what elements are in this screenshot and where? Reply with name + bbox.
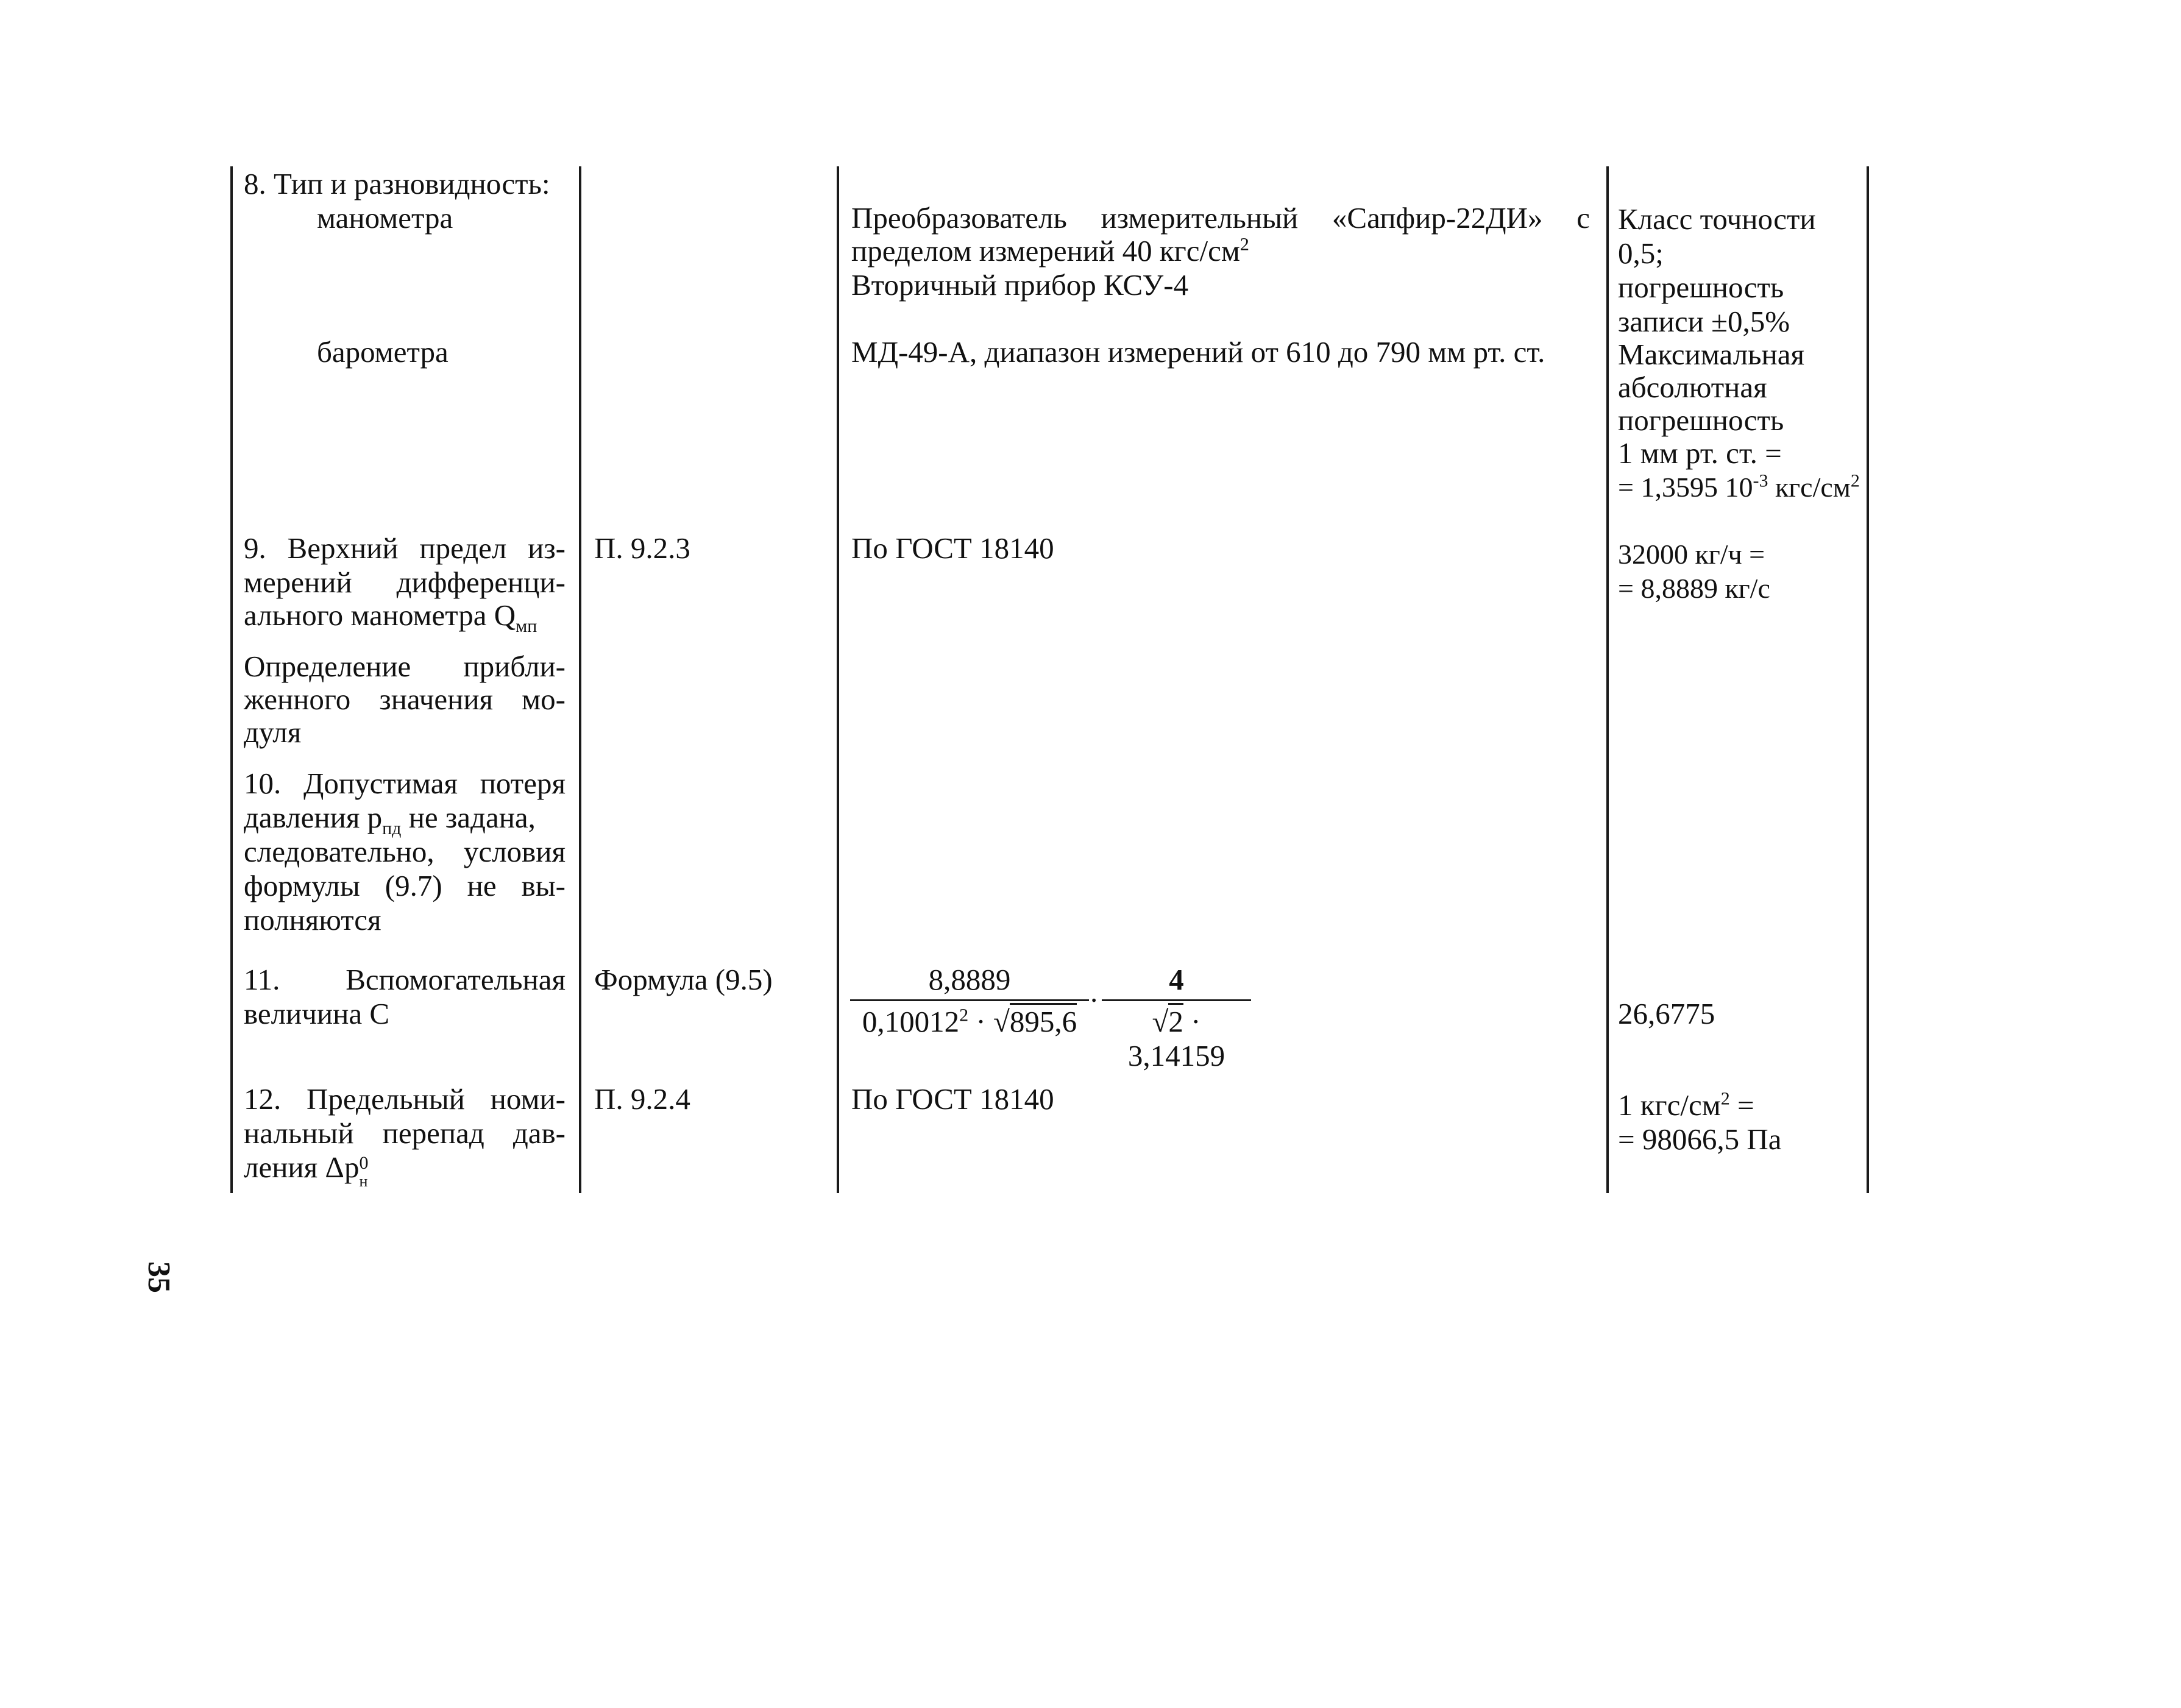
definition-line3: дуля [244,715,302,749]
row8-col4-line4: записи ±0,5% [1618,305,1790,338]
row12-line2: нальный перепад дав- [244,1116,566,1150]
row9-col3: По ГОСТ 18140 [851,531,1054,565]
row10-line4: формулы (9.7) не вы- [244,869,566,902]
row10-line3: следовательно, условия [244,835,566,868]
row12-col2: П. 9.2.4 [594,1082,690,1116]
row11-col2: Формула (9.5) [594,963,773,996]
row10-line2: давления $р_{пд}$ не задана, [244,801,536,838]
definition-line2: женного значения мо- [244,682,566,716]
row8-col3-line3: Вторичный прибор КСУ-4 [851,268,1189,302]
row12-col3: По ГОСТ 18140 [851,1082,1054,1116]
row8-col4-line9: = 1,3595 $10^{-3}$ кгс/$см^2$ [1618,470,1860,503]
row8-col3-line2: пределом измерений 40 кгс/$см^2$ [851,234,1249,268]
table-border-left [230,166,233,1193]
row8-sub-manometer: манометра [317,201,453,235]
row9-line1: 9. Верхний предел из- [244,531,566,565]
table-divider-col4 [1606,166,1609,1193]
row9-col4-line2: = 8,8889 кг/с [1618,573,1770,604]
row11-line1: 11. Вспомогательная [244,963,566,996]
row10-line5: полняются [244,903,381,937]
row12-line1: 12. Предельный номи- [244,1082,566,1116]
row8-col4-line7: погрешность [1618,403,1784,437]
row9-col2: П. 9.2.3 [594,531,690,565]
row8-col4-line8: 1 мм рт. ст. = [1618,436,1782,470]
row9-line3: ального манометра $Q_{мп}$ [244,598,537,636]
row8-col4-line2: 0,5; [1618,236,1664,270]
row8-title: 8. Тип и разновидность: [244,167,550,200]
row8-col4-line3: погрешность [1618,271,1784,304]
fraction-1-numerator: 8,8889 [928,963,1011,996]
fraction-1-denominator: $0,10012^2 \cdot √895,6$ [850,999,1089,1039]
definition-line1: Определение прибли- [244,650,566,683]
table-divider-col2 [579,166,581,1193]
row8-col3-line1: Преобразователь измерительный «Сапфир-22ДИ» с [851,201,1590,235]
page-number: 35 [141,1261,176,1293]
row12-col4-line2: = 98066,5 Па [1618,1122,1782,1156]
fraction-2-denominator: √2 · 3,14159 [1102,999,1251,1073]
row10-line1: 10. Допустимая потеря [244,767,566,800]
row9-col4-line1: 32000 кг/ч = [1618,539,1765,570]
row8-col4-line5: Максимальная [1618,338,1805,371]
row9-line2: мерений дифференци- [244,565,566,599]
formula-multiply-dot: · [1089,983,1099,1017]
row8-sub-barometer: барометра [317,335,449,369]
formula-fraction-2 [1102,963,1251,1073]
row11-line2: величина С [244,997,390,1030]
table-divider-col3 [837,166,839,1193]
fraction-2-numerator: 4 [1169,963,1184,996]
formula-fraction-1 [850,963,1089,1039]
row8-col4-line1: Класс точности [1618,202,1816,236]
row12-line3: ления Δр 0 н [244,1150,369,1190]
row8-col3-barometer: МД-49-А, диапазон измерений от 610 до 790 мм рт. ст. [851,335,1545,369]
row8-col4-line6: абсолютная [1618,370,1767,404]
row11-col4: 26,6775 [1618,997,1715,1030]
table-border-right [1867,166,1869,1193]
row12-col4-line1: 1 кгс/$см^2$ = [1618,1088,1754,1122]
